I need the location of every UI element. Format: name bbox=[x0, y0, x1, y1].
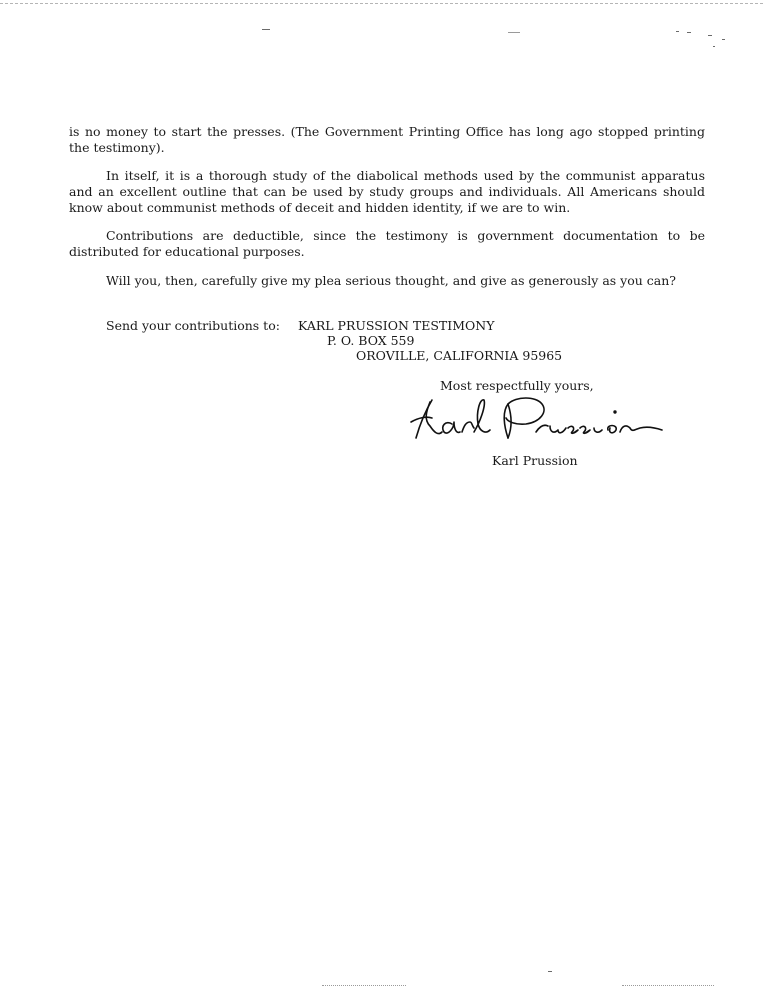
paragraph-4 bbox=[69, 273, 705, 289]
paragraph-4-text: Will you, then, carefully give my plea serious thought, and give as generously as you can? bbox=[106, 273, 677, 288]
address-line-3: OROVILLE, CALIFORNIA 95965 bbox=[356, 348, 563, 363]
scan-speck bbox=[548, 971, 552, 972]
signer-name: Karl Prussion bbox=[492, 453, 578, 468]
bottom-scan-mark bbox=[622, 985, 714, 986]
scan-speck bbox=[722, 39, 725, 40]
scan-speck bbox=[508, 32, 520, 33]
paragraph-3 bbox=[69, 228, 705, 260]
paragraph-2 bbox=[69, 168, 705, 216]
top-scan-border bbox=[0, 3, 763, 4]
address-line-2: P. O. BOX 559 bbox=[327, 333, 415, 348]
paragraph-1-text: is no money to start the presses. (The Government Printing Office has long ago stopped printing the testimony). bbox=[69, 124, 705, 155]
paragraph-3-text: Contributions are deductible, since the testimony is government documentation to be distributed for educational purposes. bbox=[69, 228, 705, 259]
paragraph-1 bbox=[69, 124, 705, 156]
scan-speck bbox=[676, 31, 679, 32]
handwritten-signature bbox=[408, 392, 668, 450]
scan-speck bbox=[713, 46, 715, 47]
scan-speck bbox=[687, 32, 691, 33]
send-contributions-label: Send your contributions to: bbox=[106, 318, 280, 333]
address-line-1: KARL PRUSSION TESTIMONY bbox=[298, 318, 495, 333]
closing-text: Most respectfully yours, bbox=[440, 378, 594, 393]
bottom-scan-mark bbox=[322, 985, 406, 986]
scan-speck bbox=[708, 35, 712, 36]
scan-speck bbox=[262, 29, 270, 30]
paragraph-2-text: In itself, it is a thorough study of the diabolical methods used by the communist apparatus and an excellent outline that can be used by study groups and individuals. All Americans should know about communist methods of deceit and hidden identity, if we are to win. bbox=[69, 168, 705, 215]
